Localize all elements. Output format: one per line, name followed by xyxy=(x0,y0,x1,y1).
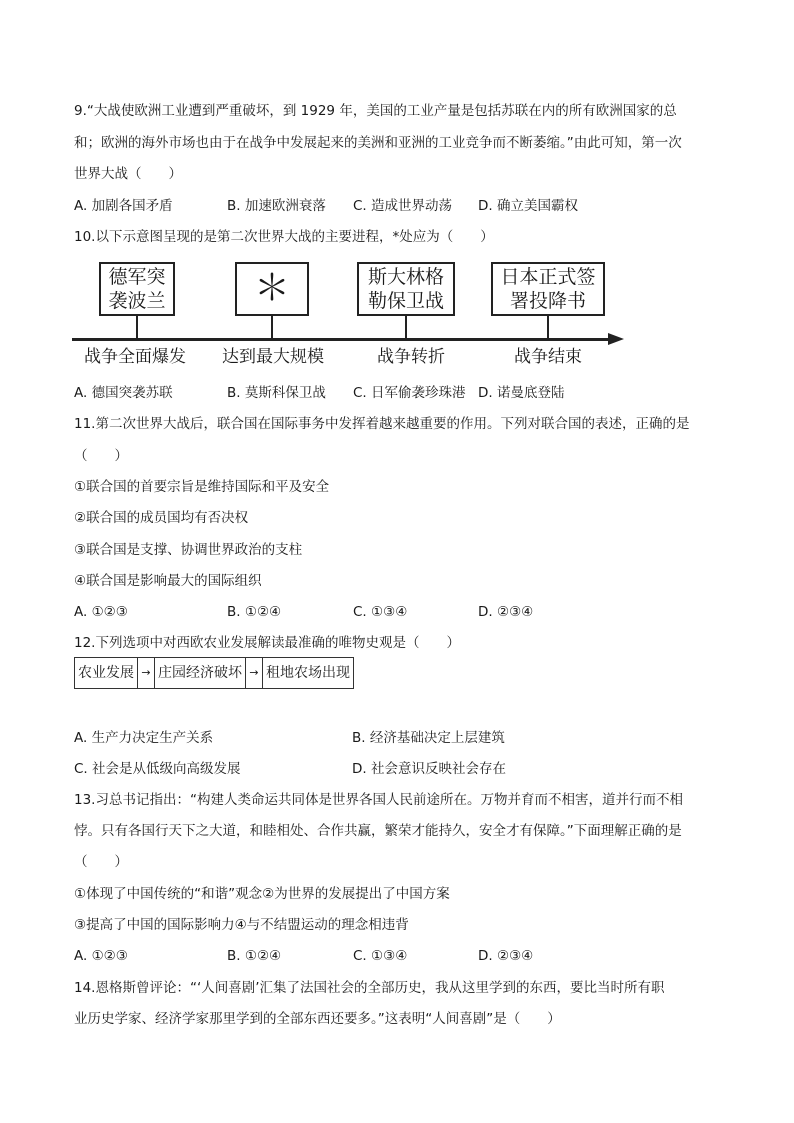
q13-item-line-1: ①体现了中国传统的“和谐”观念②为世界的发展提出了中国方案 xyxy=(74,886,450,902)
flow-step: 庄园经济破坏 xyxy=(155,658,246,688)
q11-item-4: ④联合国是影响最大的国际组织 xyxy=(74,573,262,589)
q14-stem-line-1: 14.恩格斯曾评论：“‘人间喜剧’汇集了法国社会的全部历史，我从这里学到的东西，要比当时所有职 xyxy=(74,980,665,996)
timeline-arrowhead-icon xyxy=(608,333,624,345)
q11-item-1: ①联合国的首要宗旨是维持国际和平及安全 xyxy=(74,479,330,495)
flow-arrow-icon: → xyxy=(138,658,155,688)
q12-stem: 12.下列选项中对西欧农业发展解读最准确的唯物史观是（ ） xyxy=(74,635,460,651)
timeline-event-box: 斯大林格 勒保卫战 xyxy=(357,262,455,316)
q10-option-d[interactable]: D. 诺曼底登陆 xyxy=(478,385,565,401)
timeline-stage-label: 战争全面爆发 xyxy=(84,347,186,367)
q13-option-a[interactable]: A. ①②③ xyxy=(74,948,128,964)
q13-option-d[interactable]: D. ②③④ xyxy=(478,948,534,964)
q10-stem: 10.以下示意图呈现的是第二次世界大战的主要进程，*处应为（ ） xyxy=(74,229,494,245)
q13-option-c[interactable]: C. ①③④ xyxy=(353,948,408,964)
q10-option-a[interactable]: A. 德国突袭苏联 xyxy=(74,385,173,401)
q13-stem-line-2: 悖。只有各国行天下之大道，和睦相处、合作共赢，繁荣才能持久，安全才有保障。”下面理解正确的是 xyxy=(74,823,682,839)
q12-option-d[interactable]: D. 社会意识反映社会存在 xyxy=(352,761,506,777)
timeline-connector xyxy=(271,316,273,338)
q10-option-c[interactable]: C. 日军偷袭珍珠港 xyxy=(353,385,466,401)
flow-step: 农业发展 xyxy=(75,658,138,688)
q11-item-2: ②联合国的成员国均有否决权 xyxy=(74,510,249,526)
timeline-stage-label: 战争转折 xyxy=(377,347,445,367)
timeline-connector xyxy=(405,316,407,338)
q11-stem-line-2: （ ） xyxy=(74,448,128,464)
q9-stem-line-2: 和；欧洲的海外市场也由于在战争中发展起来的美洲和亚洲的工业竞争而不断萎缩。”由此可知，第一次 xyxy=(74,135,682,151)
q11-stem-line-1: 11.第二次世界大战后，联合国在国际事务中发挥着越来越重要的作用。下列对联合国的表述，正确的是 xyxy=(74,416,690,432)
q9-option-a[interactable]: A. 加剧各国矛盾 xyxy=(74,198,173,214)
q12-flow-diagram xyxy=(74,657,354,689)
q11-option-c[interactable]: C. ①③④ xyxy=(353,604,408,620)
q13-stem-line-3: （ ） xyxy=(74,854,128,870)
q12-option-a[interactable]: A. 生产力决定生产关系 xyxy=(74,730,214,746)
timeline-stage-label: 达到最大规模 xyxy=(222,347,324,367)
timeline-connector xyxy=(136,316,138,338)
q9-option-c[interactable]: C. 造成世界动荡 xyxy=(353,198,453,214)
timeline-event-box: 日本正式签 署投降书 xyxy=(491,262,605,316)
flow-step: 租地农场出现 xyxy=(266,665,350,681)
q13-item-line-2: ③提高了中国的国际影响力④与不结盟运动的理念相违背 xyxy=(74,917,409,933)
timeline-stage-label: 战争结束 xyxy=(514,347,582,367)
q11-option-b[interactable]: B. ①②④ xyxy=(227,604,282,620)
timeline-axis xyxy=(72,338,610,341)
q11-item-3: ③联合国是支撑、协调世界政治的支柱 xyxy=(74,542,303,558)
q10-option-b[interactable]: B. 莫斯科保卫战 xyxy=(227,385,326,401)
q9-stem-line-3: 世界大战（ ） xyxy=(74,166,182,182)
q13-option-b[interactable]: B. ①②④ xyxy=(227,948,282,964)
q13-stem-line-1: 13.习总书记指出：“构建人类命运共同体是世界各国人民前途所在。万物并育而不相害，道并行而不相 xyxy=(74,792,683,808)
timeline-event-box: 德军突 袭波兰 xyxy=(99,262,175,316)
q9-option-d[interactable]: D. 确立美国霸权 xyxy=(478,198,578,214)
timeline-event-box-blank: ＊ xyxy=(235,262,309,316)
q11-option-a[interactable]: A. ①②③ xyxy=(74,604,128,620)
q11-option-d[interactable]: D. ②③④ xyxy=(478,604,534,620)
timeline-connector xyxy=(547,316,549,338)
q14-stem-line-2: 业历史学家、经济学家那里学到的全部东西还要多。”这表明“人间喜剧”是（ ） xyxy=(74,1011,561,1027)
q9-stem-line-1: 9.“大战使欧洲工业遭到严重破坏，到 1929 年，美国的工业产量是包括苏联在内的所有欧洲国家的总 xyxy=(74,103,677,119)
q12-option-b[interactable]: B. 经济基础决定上层建筑 xyxy=(352,730,505,746)
flow-arrow-icon: → xyxy=(246,658,263,688)
q12-option-c[interactable]: C. 社会是从低级向高级发展 xyxy=(74,761,241,777)
q9-option-b[interactable]: B. 加速欧洲衰落 xyxy=(227,198,326,214)
